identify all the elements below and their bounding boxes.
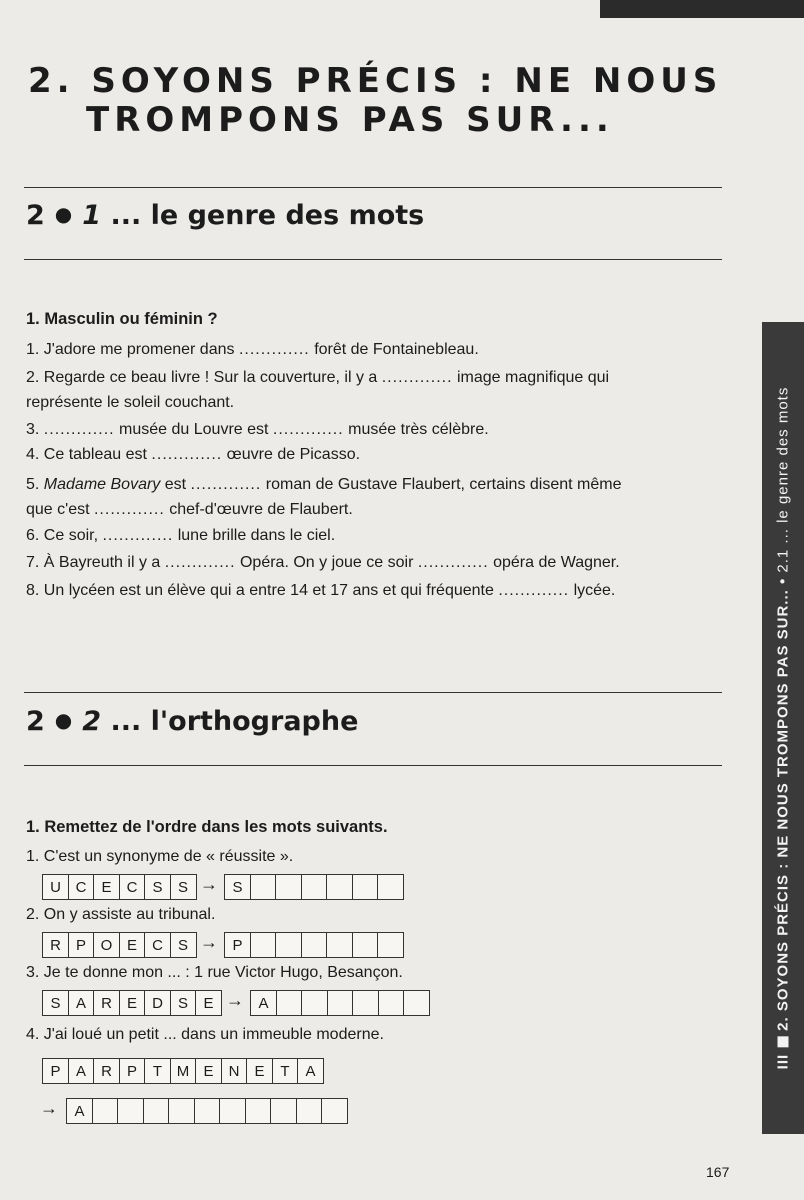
answer-cell[interactable] (250, 874, 277, 900)
section-title: ... le genre des mots (110, 200, 425, 231)
answer-cell[interactable] (92, 1098, 119, 1124)
answer-cell[interactable] (326, 874, 353, 900)
section-number: 2 (26, 200, 45, 231)
arrow-icon: → (200, 874, 218, 894)
section-title: ... l'orthographe (110, 706, 359, 737)
answer-cell[interactable] (378, 990, 405, 1016)
answer-cell[interactable] (270, 1098, 297, 1124)
question: 1. C'est un synonyme de « réussite ». (26, 848, 294, 865)
letter-cell: P (42, 1058, 69, 1084)
letter-cell: R (42, 932, 69, 958)
exercise-item: 7. À Bayreuth il y a ............. Opéra. On y joue ce soir ............. opéra de Wagner. (26, 554, 620, 571)
bullet: • (774, 577, 792, 585)
sidebar-roman: III (774, 1053, 792, 1070)
answer-grid (224, 874, 404, 900)
letter-cell: P (119, 1058, 146, 1084)
letter-cell: C (144, 932, 171, 958)
letter-grid (42, 874, 197, 900)
letter-cell: S (170, 990, 197, 1016)
letter-cell: A (297, 1058, 324, 1084)
letter-cell: A (68, 990, 95, 1016)
divider (24, 187, 722, 188)
letter-grid (42, 990, 222, 1016)
letter-grid (42, 932, 197, 958)
answer-cell[interactable] (168, 1098, 195, 1124)
question: 3. Je te donne mon ... : 1 rue Victor Hugo, Besançon. (26, 964, 403, 981)
question: 2. On y assiste au tribunal. (26, 906, 216, 923)
answer-cell[interactable] (276, 990, 303, 1016)
sidebar-text (775, 387, 792, 1070)
answer-cell[interactable] (245, 1098, 272, 1124)
letter-cell: S (42, 990, 69, 1016)
bullet: ● (54, 708, 73, 732)
letter-cell: U (42, 874, 69, 900)
letter-cell: R (93, 990, 120, 1016)
chapter-title-line2: TROMPONS PAS SUR... (86, 100, 614, 140)
letter-cell: O (93, 932, 120, 958)
letter-cell: E (93, 874, 120, 900)
sidebar-chapter: 2. SOYONS PRÉCIS : NE NOUS TROMPONS PAS SUR... (774, 589, 792, 1031)
answer-cell[interactable] (301, 932, 328, 958)
answer-cell[interactable] (352, 874, 379, 900)
exercise-item: 8. Un lycéen est un élève qui a entre 14 et 17 ans et qui fréquente ............. lycée. (26, 582, 616, 599)
section-number: 2 (26, 706, 45, 737)
chapter-sidebar (762, 322, 804, 1134)
divider (24, 259, 722, 260)
letter-cell: R (93, 1058, 120, 1084)
chapter-title-line1: 2. SOYONS PRÉCIS : NE NOUS (28, 61, 723, 101)
letter-grid (42, 1058, 324, 1084)
answer-cell[interactable] (352, 990, 379, 1016)
letter-cell: T (272, 1058, 299, 1084)
divider (24, 765, 722, 766)
letter-cell: S (170, 932, 197, 958)
answer-cell[interactable] (301, 990, 328, 1016)
answer-grid (224, 932, 404, 958)
letter-cell: S (170, 874, 197, 900)
letter-cell: E (195, 990, 222, 1016)
letter-cell: E (195, 1058, 222, 1084)
answer-cell[interactable] (143, 1098, 170, 1124)
letter-cell: M (170, 1058, 197, 1084)
answer-cell[interactable]: P (224, 932, 251, 958)
chapter-title (28, 62, 722, 140)
answer-cell[interactable] (301, 874, 328, 900)
square-icon (778, 1037, 789, 1048)
letter-cell: C (119, 874, 146, 900)
letter-cell: S (144, 874, 171, 900)
corner-tab (600, 0, 804, 18)
answer-cell[interactable] (117, 1098, 144, 1124)
exercise-item: 3. ............. musée du Louvre est ............. musée très célèbre. (26, 421, 489, 438)
letter-cell: E (119, 932, 146, 958)
answer-cell[interactable]: S (224, 874, 251, 900)
letter-cell: N (221, 1058, 248, 1084)
answer-cell[interactable] (377, 874, 404, 900)
answer-cell[interactable] (377, 932, 404, 958)
exercise-item: 4. Ce tableau est ............. œuvre de Picasso. (26, 446, 361, 463)
answer-cell[interactable]: A (66, 1098, 93, 1124)
answer-cell[interactable] (250, 932, 277, 958)
section-subnumber: 2 (82, 706, 102, 737)
page-number: 167 (706, 1164, 730, 1180)
question: 4. J'ai loué un petit ... dans un immeuble moderne. (26, 1026, 384, 1043)
letter-cell: C (68, 874, 95, 900)
answer-cell[interactable] (403, 990, 430, 1016)
exercise-item: 5. Madame Bovary est ............. roman de Gustave Flaubert, certains disent même que c'est ............. chef-d'œuvre de Flaubert. (26, 476, 622, 518)
exercise-item: 1. J'adore me promener dans ............. forêt de Fontainebleau. (26, 341, 479, 358)
letter-cell: P (68, 932, 95, 958)
answer-cell[interactable] (275, 874, 302, 900)
answer-cell[interactable] (327, 990, 354, 1016)
answer-cell[interactable] (321, 1098, 348, 1124)
answer-cell[interactable] (296, 1098, 323, 1124)
bullet: ● (54, 202, 73, 226)
answer-cell[interactable] (326, 932, 353, 958)
exercise-item: 2. Regarde ce beau livre ! Sur la couverture, il y a ............. image magnifique qui représente le soleil couchant. (26, 369, 610, 411)
letter-cell: A (68, 1058, 95, 1084)
letter-cell: E (246, 1058, 273, 1084)
exercise-title: 1. Masculin ou féminin ? (26, 310, 218, 328)
answer-cell[interactable]: A (250, 990, 277, 1016)
sidebar-section: 2.1 ... le genre des mots (774, 386, 792, 573)
answer-grid (66, 1098, 348, 1124)
answer-cell[interactable] (219, 1098, 246, 1124)
exercise-item: 6. Ce soir, ............. lune brille dans le ciel. (26, 527, 336, 544)
arrow-icon: → (226, 990, 244, 1010)
arrow-icon: → (200, 932, 218, 952)
answer-cell[interactable] (275, 932, 302, 958)
letter-cell: D (144, 990, 171, 1016)
section-heading-orthographe (26, 706, 358, 737)
answer-cell[interactable] (194, 1098, 221, 1124)
divider (24, 692, 722, 693)
section-subnumber: 1 (82, 200, 102, 231)
arrow-icon: → (40, 1098, 58, 1118)
answer-cell[interactable] (352, 932, 379, 958)
letter-cell: T (144, 1058, 171, 1084)
letter-cell: E (119, 990, 146, 1016)
section-heading-genre (26, 200, 424, 231)
answer-grid (250, 990, 430, 1016)
exercise-title: 1. Remettez de l'ordre dans les mots suivants. (26, 818, 388, 836)
